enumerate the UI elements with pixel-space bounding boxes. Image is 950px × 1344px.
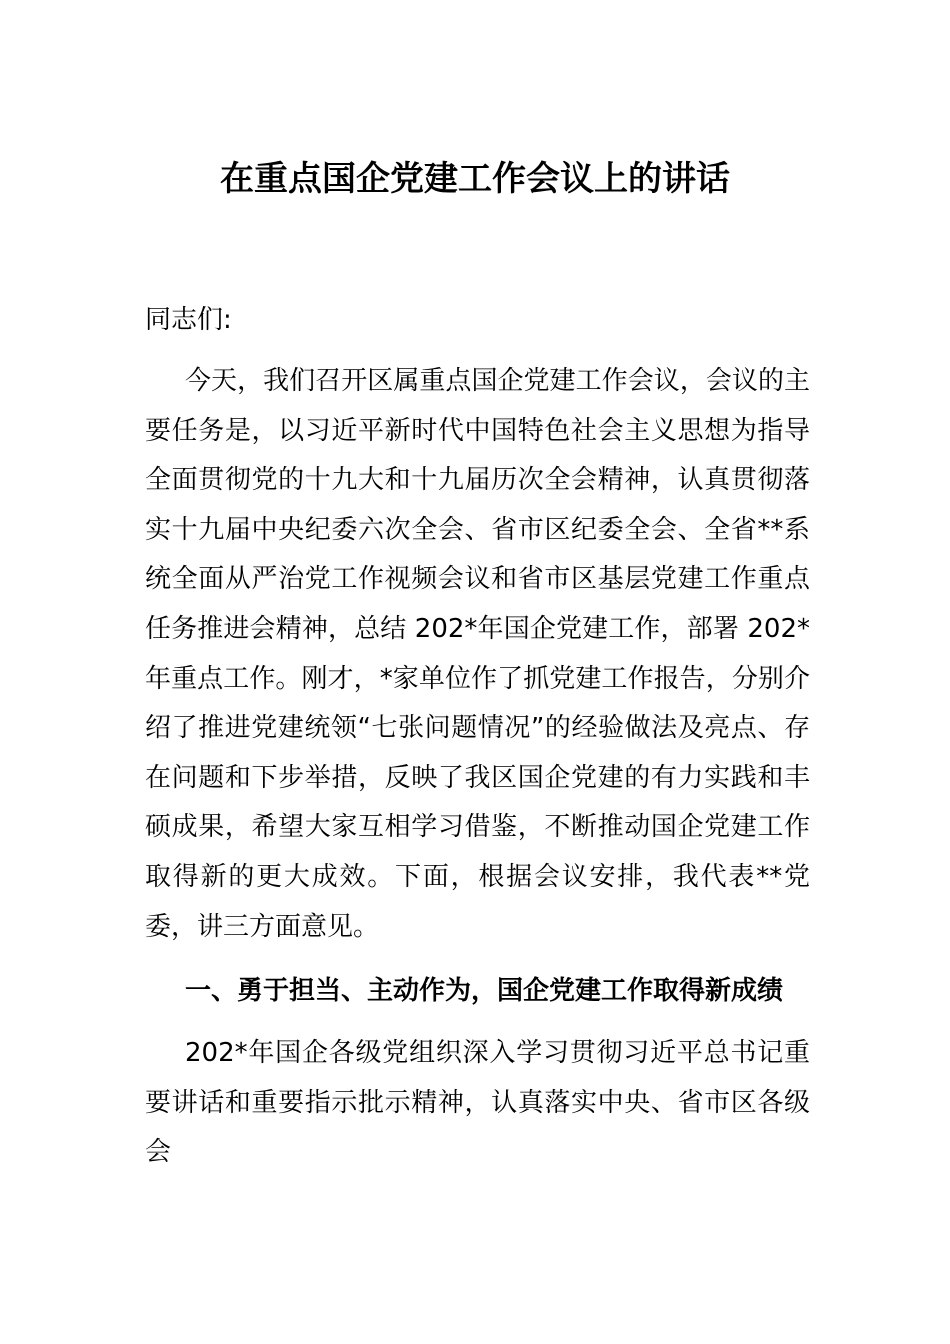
salutation: 同志们:: [145, 305, 232, 335]
body-paragraph-1: 今天，我们召开区属重点国企党建工作会议，会议的主要任务是，以习近平新时代中国特色社会主义思想为指导全面贯彻党的十九大和十九届历次全会精神，认真贯彻落实十九届中央纪委六次全会、省市区纪委全会、全省**系统全面从严治党工作视频会议和省市区基层党建工作重点任务推进会精神，总结 202*年国企党建工作，部署 202*年重点工作。刚才，*家单位作了抓党建工作报告，分别介绍了推进党建统领“七张问题情况”的经验做法及亮点、存在问题和下步举措，反映了我区国企党建的有力实践和丰硕成果，希望大家互相学习借鉴，不断推动国企党建工作取得新的更大成效。下面，根据会议安排，我代表**党委，讲三方面意见。: [145, 366, 810, 942]
section-heading-1: 一、勇于担当、主动作为，国企党建工作取得新成绩: [185, 976, 784, 1006]
document-title: 在重点国企党建工作会议上的讲话: [220, 159, 730, 199]
body-paragraph-2: 202*年国企各级党组织深入学习贯彻习近平总书记重要讲话和重要指示批示精神，认真落实中央、省市区各级会: [145, 1038, 810, 1168]
